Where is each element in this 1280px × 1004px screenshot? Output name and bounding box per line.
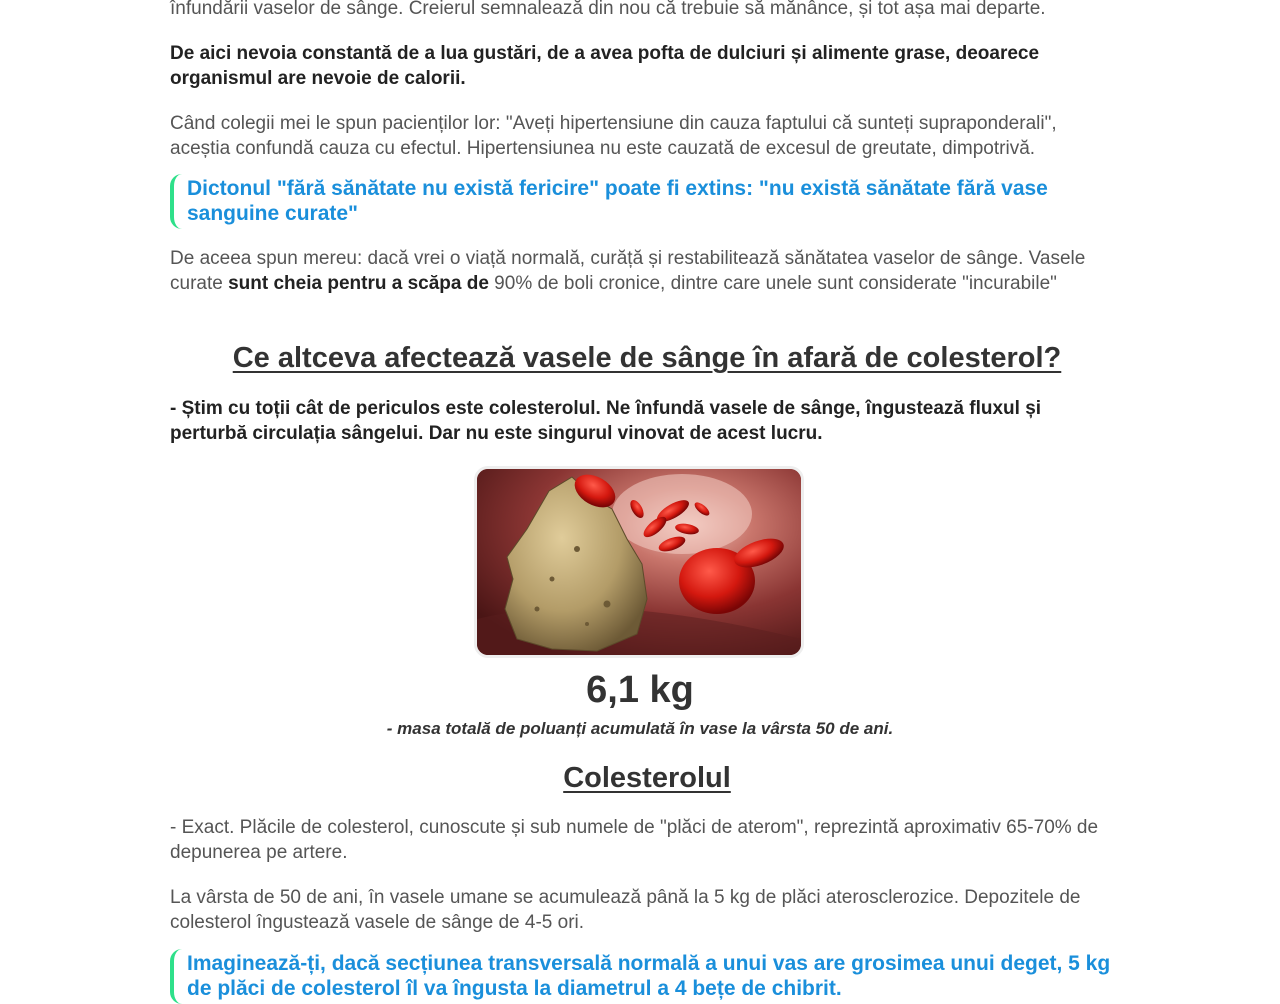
paragraph-plaque-accumulation: La vârsta de 50 de ani, în vasele umane se acumulează până la 5 kg de plăci aterosclerozice. Depozitele de colesterol îngustează vasele de sânge de 4-5 ori. [170, 887, 1081, 933]
paragraph-clean-vessels-part1: De aceea spun mereu: dacă vrei o viață normală, curăță și restabilitează sănătatea vaselor de sânge. Vasele curate [170, 248, 1086, 294]
pull-quote-narrowing: Imaginează-ți, dacă secțiunea transversală normală a unui vas are grosimea unui deget, 5 kg de plăci de colesterol îl va îngusta la diametrul a 4 bețe de chibrit. [170, 951, 1127, 1001]
paragraph-snacking-need: De aici nevoia constantă de a lua gustări, de a avea pofta de dulciuri și alimente grase, deoarece organismul are nevoie de calorii. [170, 43, 1040, 89]
paragraph-clean-vessels-part3: 90% de boli cronice, dintre care unele sunt considerate "incurabile" [488, 273, 1057, 294]
paragraph-clean-vessels [170, 246, 1110, 296]
pollutant-mass-stat: 6,1 kg [586, 669, 694, 711]
paragraph-intro-end: înfundării vaselor de sânge. Creierul semnalează din nou că trebuie să mănânce, și tot așa mai departe. [170, 0, 1046, 19]
paragraph-cholesterol-danger: - Știm cu toții cât de periculos este colesterolul. Ne înfundă vasele de sânge, îngustează fluxul și perturbă circulația sângelui. Dar nu este singurul vinovat de acest lucru. [170, 398, 1042, 444]
plaque-artwork [477, 469, 801, 655]
cholesterol-plaque-illustration [474, 466, 804, 658]
section-heading-other-causes: Ce altceva afectează vasele de sânge în afară de colesterol? [232, 342, 1062, 374]
pollutant-mass-caption: - masa totală de poluanți acumulată în vase la vârsta 50 de ani. [386, 719, 894, 738]
paragraph-atheroma-plaques: - Exact. Plăcile de colesterol, cunoscute și sub numele de "plăci de aterom", reprezintă aproximativ 65-70% de depunerea pe artere. [170, 817, 1099, 863]
paragraph-hypertension: Când colegii mei le spun pacienților lor: "Aveți hipertensiune din cauza faptului că sunteți supraponderali", aceștia confundă cauza cu efectul. Hipertensiunea nu este cauzată de excesul de greutate, dimpotrivă. [170, 113, 1057, 159]
paragraph-clean-vessels-bold: sunt cheia pentru a scăpa de [228, 273, 489, 294]
section-heading-cholesterol: Colesterolul [563, 762, 731, 794]
pull-quote-health: Dictonul "fără sănătate nu există fericire" poate fi extins: "nu există sănătate fără vase sanguine curate" [170, 176, 1127, 226]
